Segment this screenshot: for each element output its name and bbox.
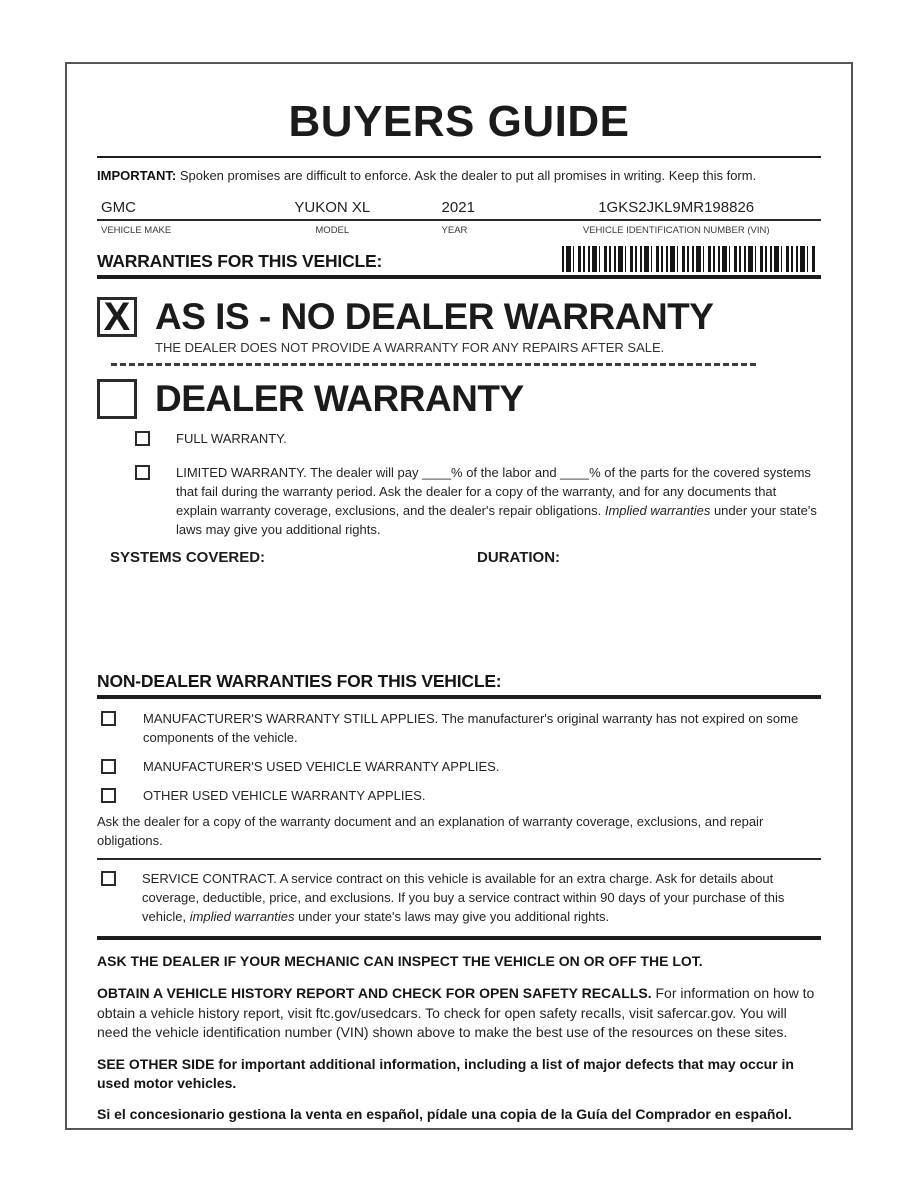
divider-non-dealer	[97, 695, 821, 699]
dealer-warranty-row	[97, 379, 821, 419]
important-note	[97, 166, 821, 185]
divider-top	[97, 156, 821, 158]
dealer-warranty-title: DEALER WARRANTY	[155, 378, 524, 419]
limited-warranty-italic: Implied warranties	[604, 503, 711, 518]
systems-duration-row	[110, 548, 821, 567]
vehicle-history-text: For information on how to obtain a vehicle history report, visit ftc.gov/usedcars. To check for open safety recalls, visit safercar.gov. You will need the vehicle identification number (VIN) shown above to make the best use of the resources on these sites.	[97, 985, 815, 1040]
vehicle-history-paragraph	[97, 984, 821, 1043]
limited-warranty-text-lead: LIMITED WARRANTY. The dealer will pay ____% of the labor and ____% of the parts for the covered systems that fail during the warranty period. Ask the dealer for a copy of the warranty, and for any documents that explain warranty coverage, exclusions, and the dealer's repair obligations.	[176, 465, 811, 518]
vehicle-make-label: VEHICLE MAKE	[101, 225, 172, 236]
non-dealer-heading: NON-DEALER WARRANTIES FOR THIS VEHICLE:	[97, 671, 502, 691]
full-warranty-row	[135, 429, 821, 448]
duration-label: DURATION:	[477, 549, 561, 566]
manufacturer-used-warranty-row	[101, 757, 821, 776]
full-warranty-label: FULL WARRANTY.	[176, 431, 287, 446]
other-used-warranty-checkbox[interactable]	[101, 788, 116, 803]
limited-warranty-text	[176, 463, 821, 539]
service-contract-italic: implied warranties	[189, 909, 295, 924]
vehicle-model-label: MODEL	[315, 225, 350, 236]
vehicle-make-value: GMC	[101, 199, 136, 216]
warranties-header-row	[97, 246, 821, 272]
mechanic-inspection-line: ASK THE DEALER IF YOUR MECHANIC CAN INSPECT THE VEHICLE ON OR OFF THE LOT.	[97, 953, 703, 969]
service-contract-text-lead: SERVICE CONTRACT. A service contract on this vehicle is available for an extra charge. Ask for details about coverage, deductible, price, and exclusions. If you buy a service contract within 90 days of your purchase of this vehicle,	[142, 871, 785, 924]
manufacturer-warranty-checkbox[interactable]	[101, 711, 116, 726]
vin-barcode-icon	[562, 246, 817, 272]
warranty-document-note: Ask the dealer for a copy of the warranty document and an explanation of warranty coverage, exclusions, and repair obligations.	[97, 814, 764, 848]
vehicle-year-value: 2021	[441, 199, 475, 216]
vehicle-info-labels	[97, 224, 821, 237]
systems-covered-label: SYSTEMS COVERED:	[110, 549, 266, 566]
as-is-subtitle: THE DEALER DOES NOT PROVIDE A WARRANTY FOR ANY REPAIRS AFTER SALE.	[155, 340, 665, 355]
as-is-row	[97, 297, 821, 356]
page-title: BUYERS GUIDE	[288, 97, 630, 146]
service-contract-row	[101, 869, 821, 926]
manufacturer-used-warranty-label: MANUFACTURER'S USED VEHICLE WARRANTY APPLIES.	[143, 759, 500, 774]
other-used-warranty-row	[101, 786, 821, 805]
vehicle-year-label: YEAR	[441, 225, 468, 236]
other-used-warranty-label: OTHER USED VEHICLE WARRANTY APPLIES.	[143, 788, 426, 803]
warranties-heading: WARRANTIES FOR THIS VEHICLE:	[97, 251, 383, 271]
important-text: Spoken promises are difficult to enforce. Ask the dealer to put all promises in writing. Keep this form.	[176, 168, 757, 183]
important-label: IMPORTANT:	[97, 168, 177, 183]
vehicle-vin-label: VEHICLE IDENTIFICATION NUMBER (VIN)	[582, 225, 770, 236]
as-is-check-mark: X	[103, 295, 131, 339]
dealer-warranty-checkbox[interactable]	[97, 379, 137, 419]
spanish-line: Si el concesionario gestiona la venta en español, pídale una copia de la Guía del Comprador en español.	[97, 1105, 792, 1122]
limited-warranty-text-tail: under your state's laws may give you additional rights.	[176, 503, 817, 537]
systems-covered-blank-area	[97, 567, 821, 671]
dashed-divider	[111, 363, 756, 366]
divider-service	[97, 858, 821, 860]
service-contract-text	[142, 869, 821, 926]
buyers-guide-form	[65, 62, 853, 1130]
manufacturer-warranty-row	[101, 709, 821, 747]
see-other-side-line: SEE OTHER SIDE for important additional information, including a list of major defects that may occur in used motor vehicles.	[97, 1055, 794, 1091]
limited-warranty-row	[135, 463, 821, 539]
divider-footer	[97, 936, 821, 940]
divider-warranties	[97, 275, 821, 279]
vehicle-history-lead: OBTAIN A VEHICLE HISTORY REPORT AND CHECK FOR OPEN SAFETY RECALLS.	[97, 985, 652, 1001]
vehicle-vin-value: 1GKS2JKL9MR198826	[598, 199, 755, 216]
vehicle-info-values	[97, 198, 821, 221]
as-is-title: AS IS - NO DEALER WARRANTY	[155, 296, 714, 337]
full-warranty-checkbox[interactable]	[135, 431, 150, 446]
service-contract-checkbox[interactable]	[101, 871, 116, 886]
service-contract-text-tail: under your state's laws may give you additional rights.	[294, 909, 610, 924]
manufacturer-used-warranty-checkbox[interactable]	[101, 759, 116, 774]
as-is-checkbox[interactable]	[97, 297, 137, 337]
manufacturer-warranty-label: MANUFACTURER'S WARRANTY STILL APPLIES. The manufacturer's original warranty has not expired on some components of the vehicle.	[143, 711, 799, 745]
vehicle-model-value: YUKON XL	[294, 199, 371, 216]
limited-warranty-checkbox[interactable]	[135, 465, 150, 480]
